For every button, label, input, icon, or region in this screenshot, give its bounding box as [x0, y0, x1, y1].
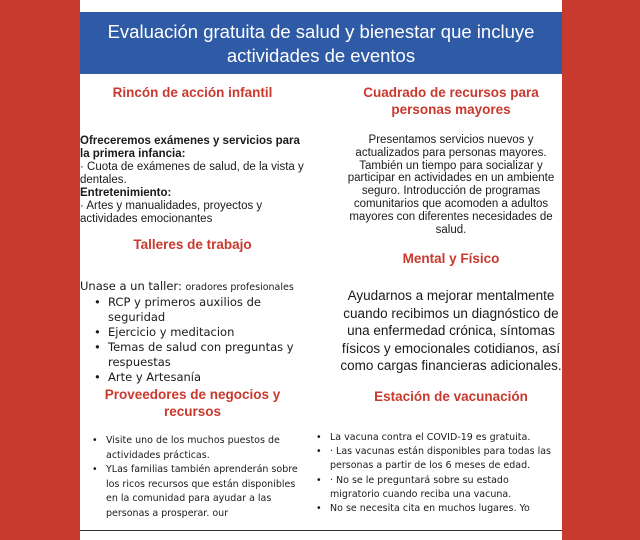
list-item: [310, 445, 562, 473]
seniors-title-line1: Cuadrado de recursos para: [363, 85, 539, 100]
seniors-body-line: seguro. Introducción de programas: [361, 185, 541, 198]
vaccine-list: [310, 431, 562, 516]
seniors-section: [340, 84, 562, 236]
workshops-body: [80, 279, 305, 385]
seniors-body-line: comunitarios que acomoden a adultos: [353, 197, 549, 210]
seniors-body-line: salud.: [435, 223, 467, 236]
workshops-lead-small: oradores profesionales: [185, 282, 294, 293]
workshops-lead-text: Unase a un taller:: [80, 279, 182, 293]
providers-body: [80, 434, 305, 521]
seniors-body: [340, 134, 562, 236]
list-item: [310, 474, 562, 502]
list-item: • Arte y Artesanía: [88, 370, 305, 385]
vaccine-section: [330, 388, 562, 516]
list-item: • Ejercicio y meditacion: [88, 325, 305, 340]
entertainment-item-line2: actividades emocionantes: [80, 213, 213, 225]
providers-section: [80, 386, 305, 521]
seniors-body-line: También un tiempo para socializar y: [359, 159, 543, 172]
mental-body-line: como cargas financieras adicionales.: [340, 358, 562, 373]
banner-title-line1: Evaluación gratuita de salud y bienestar que incluye: [107, 21, 535, 42]
exams-item-line1: · Cuota de exámenes de salud, de la vista y: [80, 161, 304, 173]
vaccine-title: Estación de vacunación: [374, 389, 528, 404]
banner-title-line2: actividades de eventos: [226, 45, 416, 66]
mental-title: Mental y Físico: [402, 251, 500, 266]
top-border: [0, 0, 640, 12]
providers-item2-line3: en la comunidad para ayudar a las: [106, 493, 272, 504]
providers-item2-line1: • YLas familias también aprenderán sobre: [106, 464, 298, 475]
list-item: • La vacuna contra el COVID-19 es gratuita.: [310, 431, 562, 445]
list-item: • No se necesita cita en muchos lugares. Yo: [310, 502, 562, 516]
workshops-title: Talleres de trabajo: [133, 237, 252, 252]
providers-item1-line1: • Visite uno de los muchos puestos de: [106, 435, 280, 446]
seniors-title-line2: personas mayores: [391, 102, 511, 117]
list-item-continuation: respuestas: [108, 355, 171, 369]
mental-body-line: Ayudarnos a mejorar mentalmente: [347, 288, 555, 303]
list-item: • Temas de salud con preguntas y: [88, 340, 305, 355]
flyer-page: [80, 12, 562, 540]
providers-title-line2: recursos: [163, 404, 222, 419]
workshops-lead: [80, 279, 305, 295]
vaccine-item3-line1: • · No se le preguntará sobre su estado: [330, 474, 509, 486]
mental-body-line: físicos y emocionales cotidianos, así: [341, 340, 561, 356]
seniors-body-line: participar en actividades en un ambiente: [347, 172, 555, 185]
header-banner: [80, 12, 562, 74]
providers-item1-line2: actividades prácticas.: [106, 449, 210, 461]
seniors-body-line: mayores con diferentes necesidades de: [349, 210, 553, 223]
exams-heading-line1: Ofreceremos exámenes y servicios para: [80, 135, 300, 147]
workshops-list: [88, 295, 305, 385]
kids-body: [80, 135, 305, 226]
mental-body: [340, 287, 562, 375]
providers-item2-line4: personas a prosperar. our: [106, 507, 229, 519]
workshops-section: [80, 236, 305, 385]
list-item: • RCP y primeros auxilios de seguridad: [88, 295, 305, 325]
list-item-continued: [88, 355, 305, 370]
seniors-body-line: Presentamos servicios nuevos y: [368, 134, 534, 146]
bottom-divider: [80, 530, 562, 531]
list-item: [86, 463, 305, 521]
seniors-body-line: actualizados para personas mayores.: [355, 146, 547, 159]
list-item: [86, 434, 305, 463]
kids-title: Rincón de acción infantil: [112, 85, 273, 100]
entertainment-item-line1: · Artes y manualidades, proyectos y: [80, 200, 263, 212]
vaccine-body: [310, 431, 562, 516]
exams-heading-line2: la primera infancia:: [80, 148, 186, 160]
providers-item2-line2: los ricos recursos que están disponibles: [106, 478, 296, 490]
mental-section: [340, 250, 562, 375]
exams-item-line2: dentales.: [80, 174, 127, 186]
providers-list: [86, 434, 305, 521]
mental-body-line: una enfermedad crónica, síntomas: [347, 323, 555, 338]
vaccine-item2-line2: personas a partir de los 6 meses de edad.: [330, 460, 531, 472]
entertainment-heading: Entretenimiento:: [80, 187, 172, 199]
mental-body-line: cuando recibimos un diagnóstico de: [343, 305, 559, 321]
vaccine-item3-line2: migratorio cuando reciba una vacuna.: [330, 488, 512, 500]
kids-section: [80, 84, 305, 226]
providers-title-line1: Proveedores de negocios y: [104, 387, 281, 402]
vaccine-item2-line1: • · Las vacunas están disponibles para todas las: [330, 446, 551, 458]
